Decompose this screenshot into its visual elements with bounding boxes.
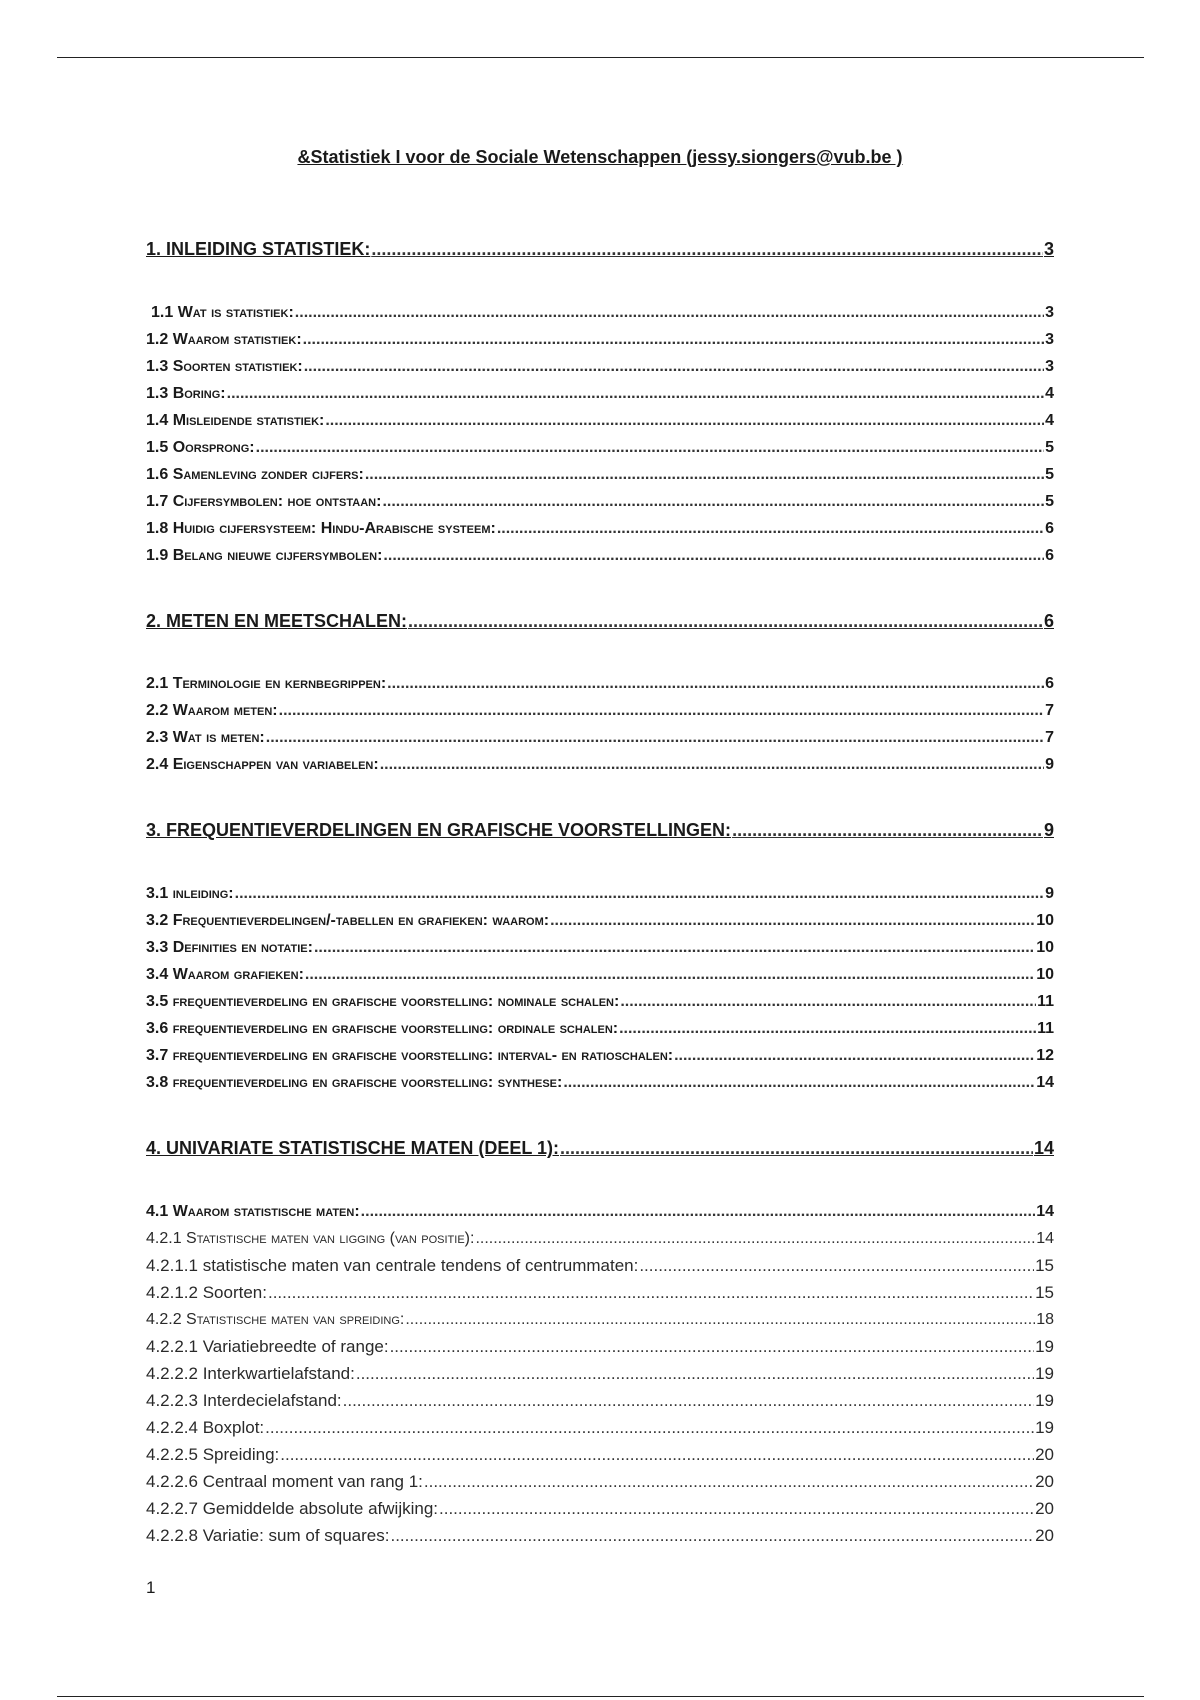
- dot-leader: [390, 1525, 1034, 1547]
- toc-entry[interactable]: [146, 964, 1054, 986]
- toc-entry-page: 6: [1043, 611, 1054, 631]
- toc-entry[interactable]: [146, 302, 1054, 324]
- dot-leader: [280, 1444, 1034, 1466]
- toc-entry[interactable]: [146, 700, 1054, 722]
- toc-entry-page: 3: [1043, 239, 1054, 259]
- dot-leader: [620, 991, 1036, 1013]
- toc-entry-label: 4.2.1.1 statistische maten van centrale tendens of centrummaten:: [146, 1256, 639, 1275]
- toc-entry-label: 4.2.1.2 Soorten:: [146, 1283, 267, 1302]
- toc-entry[interactable]: [146, 1072, 1054, 1094]
- toc-entry-label: 2.2 Waarom meten:: [146, 702, 278, 719]
- toc-entry[interactable]: [146, 1045, 1054, 1067]
- dot-leader: [560, 1137, 1033, 1159]
- dot-leader: [380, 754, 1044, 776]
- dot-leader: [314, 937, 1035, 959]
- toc-entry[interactable]: [146, 518, 1054, 540]
- toc-entry-page: 15: [1035, 1283, 1054, 1302]
- toc-entry[interactable]: [146, 383, 1054, 405]
- toc-entry[interactable]: [146, 1525, 1054, 1547]
- toc-entry[interactable]: [146, 754, 1054, 776]
- toc-entry-label: 4.2.2 Statistische maten van spreiding:: [146, 1311, 405, 1328]
- toc-entry[interactable]: [146, 1390, 1054, 1412]
- toc-entry[interactable]: [146, 1201, 1054, 1223]
- toc-entry-page: 10: [1036, 939, 1054, 956]
- dot-leader: [371, 238, 1043, 260]
- toc-entry-page: 6: [1045, 547, 1054, 564]
- toc-entry-label: 4.2.2.4 Boxplot:: [146, 1418, 265, 1437]
- toc-entry-page: 4: [1045, 412, 1054, 429]
- toc-entry-label: 2.4 Eigenschappen van variabelen:: [146, 756, 379, 773]
- toc-entry-page: 15: [1035, 1256, 1054, 1275]
- toc-entry-page: 4: [1045, 385, 1054, 402]
- toc-entry-page: 6: [1045, 520, 1054, 537]
- toc-entry-page: 20: [1035, 1526, 1054, 1545]
- toc-entry-label: 3.1 inleiding:: [146, 885, 234, 902]
- toc-entry-label: 4.2.2.8 Variatie: sum of squares:: [146, 1526, 390, 1545]
- toc-entry-label: 1. INLEIDING STATISTIEK:: [146, 239, 371, 259]
- dot-leader: [266, 727, 1044, 749]
- dot-leader: [305, 964, 1035, 986]
- toc-entry-page: 20: [1035, 1499, 1054, 1518]
- toc-entry-label: 1.1 Wat is statistiek:: [151, 304, 294, 321]
- dot-leader: [382, 491, 1044, 513]
- toc-entry-page: 19: [1035, 1337, 1054, 1356]
- toc-entry-page: 20: [1035, 1445, 1054, 1464]
- toc-entry[interactable]: [146, 410, 1054, 432]
- toc-entry-label: 1.2 Waarom statistiek:: [146, 331, 302, 348]
- dot-leader: [227, 383, 1044, 405]
- toc-entry[interactable]: [146, 1137, 1054, 1159]
- dot-leader: [387, 673, 1044, 695]
- toc-entry-label: 2.3 Wat is meten:: [146, 729, 265, 746]
- dot-leader: [383, 545, 1044, 567]
- toc-entry-page: 14: [1036, 1230, 1054, 1247]
- dot-leader: [343, 1390, 1034, 1412]
- toc-entry-page: 9: [1045, 885, 1054, 902]
- toc-entry-page: 20: [1035, 1472, 1054, 1491]
- toc-entry[interactable]: [146, 1018, 1054, 1040]
- toc-entry[interactable]: [146, 1498, 1054, 1520]
- toc-entry-page: 19: [1035, 1418, 1054, 1437]
- dot-leader: [356, 1363, 1034, 1385]
- toc-entry[interactable]: [146, 883, 1054, 905]
- header-rule: [57, 57, 1144, 58]
- toc-entry-label: 4. UNIVARIATE STATISTISCHE MATEN (DEEL 1):: [146, 1138, 560, 1158]
- toc-entry-label: 4.2.1 Statistische maten van ligging (van positie):: [146, 1230, 475, 1247]
- toc-entry-page: 9: [1045, 756, 1054, 773]
- toc-entry[interactable]: [146, 1471, 1054, 1493]
- toc-entry-label: 1.9 Belang nieuwe cijfersymbolen:: [146, 547, 383, 564]
- toc-entry-label: 1.4 Misleidende statistiek:: [146, 412, 325, 429]
- toc-entry-page: 14: [1033, 1138, 1054, 1158]
- toc-entry[interactable]: [146, 1282, 1054, 1304]
- toc-entry-page: 7: [1045, 702, 1054, 719]
- toc-entry[interactable]: [146, 238, 1054, 260]
- toc-entry-page: 9: [1043, 820, 1054, 840]
- dot-leader: [424, 1471, 1034, 1493]
- toc-entry-label: 1.7 Cijfersymbolen: hoe ontstaan:: [146, 493, 382, 510]
- toc-entry[interactable]: [146, 610, 1054, 632]
- toc-entry[interactable]: [146, 991, 1054, 1013]
- toc-entry-page: 10: [1036, 966, 1054, 983]
- toc-entry[interactable]: [146, 937, 1054, 959]
- dot-leader: [265, 1417, 1034, 1439]
- toc-entry-label: 3.5 frequentieverdeling en grafische voorstelling: nominale schalen:: [146, 993, 620, 1010]
- toc-entry-label: 4.1 Waarom statistische maten:: [146, 1203, 360, 1220]
- toc-entry-page: 5: [1045, 439, 1054, 456]
- toc-entry-page: 11: [1037, 1020, 1054, 1037]
- toc-entry[interactable]: [146, 910, 1054, 932]
- toc-entry-label: 3.8 frequentieverdeling en grafische voorstelling: synthese:: [146, 1074, 563, 1091]
- toc-entry-page: 5: [1045, 466, 1054, 483]
- dot-leader: [408, 610, 1043, 632]
- dot-leader: [732, 819, 1043, 841]
- dot-leader: [563, 1072, 1035, 1094]
- toc-entry-label: 4.2.2.3 Interdecielafstand:: [146, 1391, 342, 1410]
- toc-entry-page: 19: [1035, 1364, 1054, 1383]
- toc-entry-page: 5: [1045, 493, 1054, 510]
- document-title: &Statistiek I voor de Sociale Wetenschappen (jessy.siongers@vub.be ): [297, 147, 903, 167]
- toc-entry-label: 1.3 Soorten statistiek:: [146, 358, 303, 375]
- toc-entry-label: 4.2.2.5 Spreiding:: [146, 1445, 280, 1464]
- dot-leader: [550, 910, 1035, 932]
- dot-leader: [304, 356, 1044, 378]
- toc-entry-page: 19: [1035, 1391, 1054, 1410]
- toc-entry-page: 18: [1036, 1311, 1054, 1328]
- toc-entry-page: 3: [1045, 358, 1054, 375]
- footer-rule: [57, 1696, 1144, 1697]
- toc-entry-page: 10: [1036, 912, 1054, 929]
- dot-leader: [405, 1309, 1035, 1331]
- toc-entry-label: 3. FREQUENTIEVERDELINGEN EN GRAFISCHE VOORSTELLINGEN:: [146, 820, 732, 840]
- toc-entry[interactable]: [146, 727, 1054, 749]
- dot-leader: [439, 1498, 1034, 1520]
- toc-entry-label: 3.4 Waarom grafieken:: [146, 966, 304, 983]
- toc-entry-page: 3: [1045, 304, 1054, 321]
- toc-entry[interactable]: [146, 1363, 1054, 1385]
- dot-leader: [279, 700, 1044, 722]
- toc-entry-label: 4.2.2.1 Variatiebreedte of range:: [146, 1337, 389, 1356]
- toc-entry-label: 4.2.2.2 Interkwartielafstand:: [146, 1364, 355, 1383]
- toc-entry-label: 3.6 frequentieverdeling en grafische voorstelling: ordinale schalen:: [146, 1020, 619, 1037]
- toc-entry[interactable]: [146, 1309, 1054, 1331]
- toc-entry[interactable]: [146, 437, 1054, 459]
- toc-entry-label: 3.7 frequentieverdeling en grafische voorstelling: interval- en ratioschalen:: [146, 1047, 674, 1064]
- dot-leader: [303, 329, 1044, 351]
- toc-entry-page: 7: [1045, 729, 1054, 746]
- dot-leader: [361, 1201, 1036, 1223]
- toc-entry-page: 3: [1045, 331, 1054, 348]
- toc-entry-label: 4.2.2.7 Gemiddelde absolute afwijking:: [146, 1499, 439, 1518]
- toc-entry-label: 3.2 Frequentieverdelingen/-tabellen en grafieken: waarom:: [146, 912, 550, 929]
- toc-entry[interactable]: [146, 1228, 1054, 1250]
- toc-entry[interactable]: [146, 1336, 1054, 1358]
- toc-entry-page: 12: [1036, 1047, 1054, 1064]
- dot-leader: [295, 302, 1044, 324]
- toc-entry-page: 14: [1036, 1074, 1054, 1091]
- dot-leader: [268, 1282, 1034, 1304]
- toc-entry[interactable]: [146, 819, 1054, 841]
- toc-entry-page: 6: [1045, 675, 1054, 692]
- toc-entry[interactable]: [146, 356, 1054, 378]
- dot-leader: [674, 1045, 1035, 1067]
- toc-entry[interactable]: [146, 1255, 1054, 1277]
- toc-entry-page: 11: [1037, 993, 1054, 1010]
- dot-leader: [365, 464, 1044, 486]
- toc-entry-label: 1.3 Boring:: [146, 385, 226, 402]
- dot-leader: [497, 518, 1044, 540]
- dot-leader: [325, 410, 1044, 432]
- dot-leader: [619, 1018, 1036, 1040]
- toc-entry[interactable]: [146, 1417, 1054, 1439]
- toc-entry[interactable]: [146, 545, 1054, 567]
- dot-leader: [639, 1255, 1034, 1277]
- toc-entry-page: 14: [1036, 1203, 1054, 1220]
- toc-entry-label: 1.6 Samenleving zonder cijfers:: [146, 466, 364, 483]
- toc-entry[interactable]: [146, 491, 1054, 513]
- toc-entry-label: 1.5 Oorsprong:: [146, 439, 255, 456]
- dot-leader: [235, 883, 1044, 905]
- toc-entry[interactable]: [146, 673, 1054, 695]
- dot-leader: [390, 1336, 1035, 1358]
- toc-entry-label: 2. METEN EN MEETSCHALEN:: [146, 611, 408, 631]
- toc-entry[interactable]: [146, 464, 1054, 486]
- toc-entry-label: 2.1 Terminologie en kernbegrippen:: [146, 675, 387, 692]
- toc-entry-label: 3.3 Definities en notatie:: [146, 939, 313, 956]
- dot-leader: [475, 1228, 1035, 1250]
- page-number: 1: [146, 1578, 156, 1597]
- toc-entry[interactable]: [146, 1444, 1054, 1466]
- toc-entry-label: 1.8 Huidig cijfersysteem: Hindu-Arabische systeem:: [146, 520, 496, 537]
- toc-entry[interactable]: [146, 329, 1054, 351]
- dot-leader: [256, 437, 1044, 459]
- toc-entry-label: 4.2.2.6 Centraal moment van rang 1:: [146, 1472, 423, 1491]
